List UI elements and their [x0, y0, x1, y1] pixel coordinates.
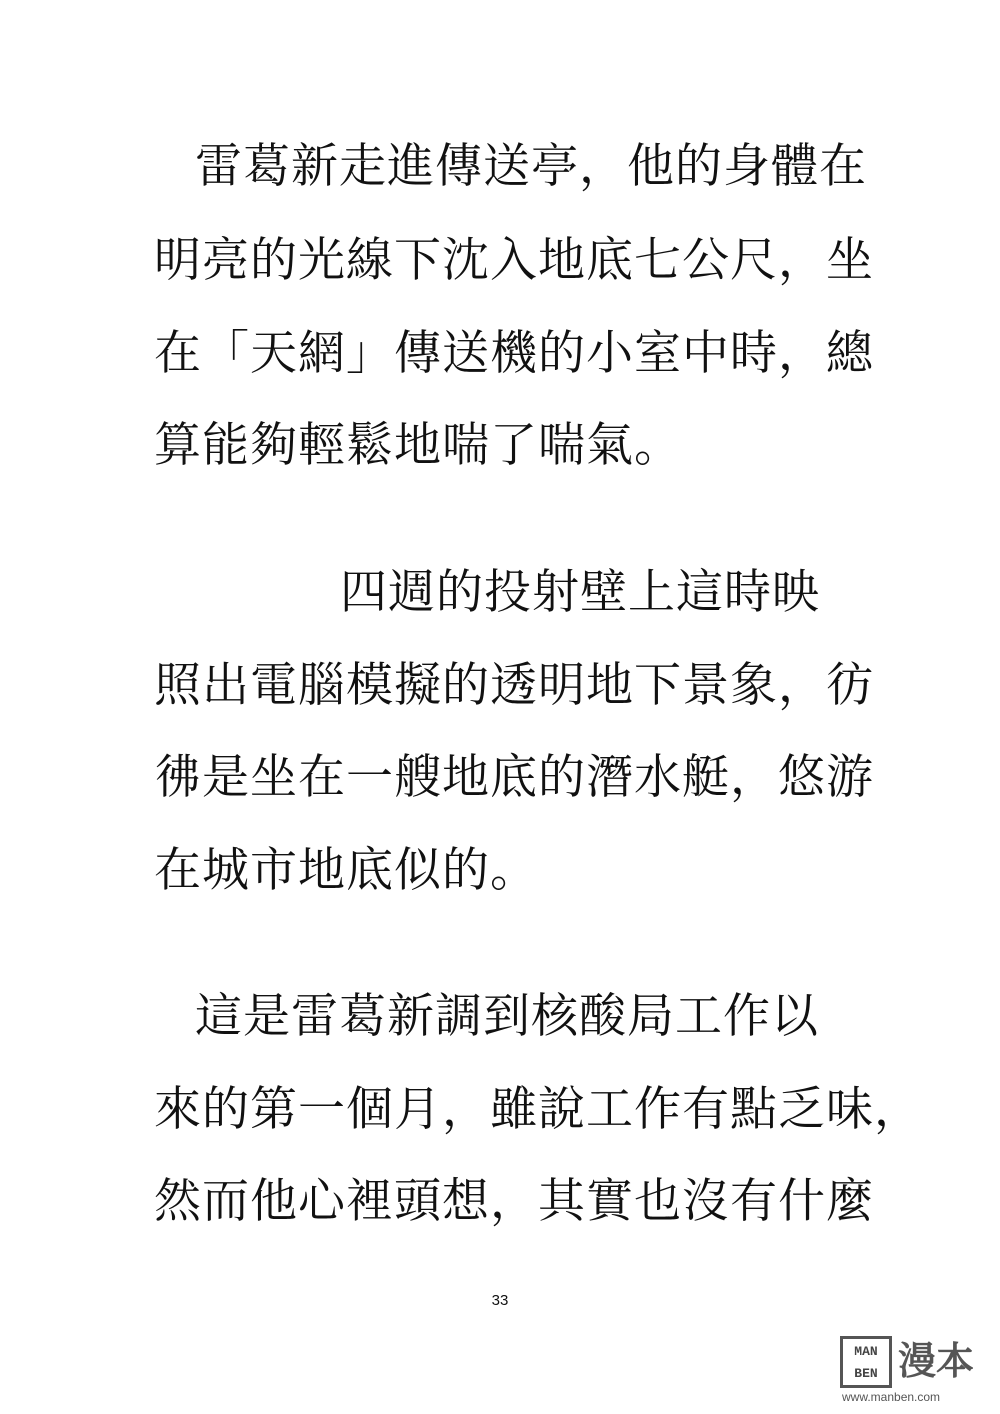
text-line: 四週的投射壁上這時映 — [340, 565, 820, 620]
text-line: 明亮的光線下沈入地底七公尺，坐 — [154, 233, 874, 288]
text-line: 在城市地底似的。 — [154, 843, 538, 898]
page-number: 33 — [491, 1292, 509, 1309]
text-line: 來的第一個月，雖說工作有點乏味， — [154, 1082, 922, 1137]
text-line: 在「天網」傳送機的小室中時，總 — [154, 326, 874, 381]
text-line: 這是雷葛新調到核酸局工作以 — [195, 989, 819, 1044]
text-line: 彿是坐在一艘地底的潛水艇，悠游 — [154, 750, 874, 805]
watermark-title: 漫本 — [898, 1339, 975, 1383]
text-line: 然而他心裡頭想，其實也沒有什麼 — [154, 1174, 874, 1229]
watermark-url: www.manben.com — [842, 1390, 941, 1404]
text-line: 雷葛新走進傳送亭，他的身體在 — [195, 139, 867, 194]
text-line: 照出電腦模擬的透明地下景象，彷 — [154, 658, 874, 713]
watermark — [840, 1336, 990, 1406]
watermark-logo-icon: MAN BEN — [840, 1336, 892, 1388]
text-line: 算能夠輕鬆地喘了喘氣。 — [154, 418, 682, 473]
